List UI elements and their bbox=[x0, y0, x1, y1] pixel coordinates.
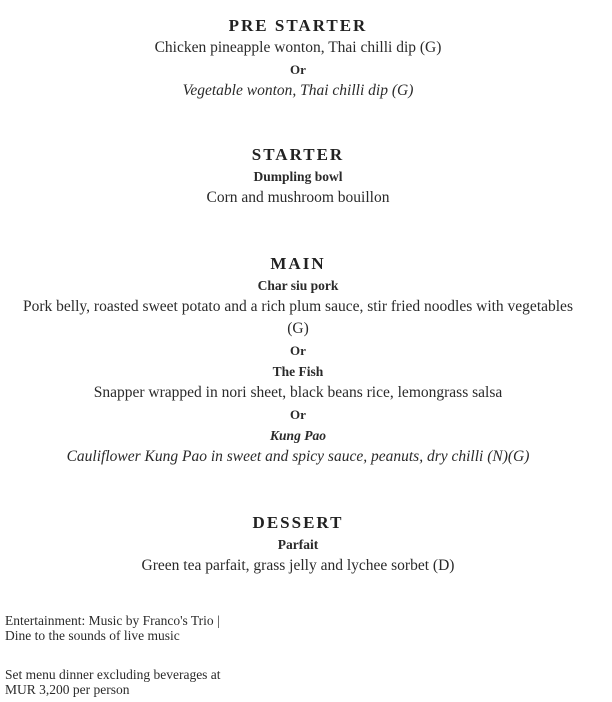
main-or-1: Or bbox=[290, 343, 306, 358]
starter-dish-title: Dumpling bowl bbox=[253, 169, 343, 184]
dessert-heading: DESSERT bbox=[252, 513, 344, 532]
dessert-section bbox=[0, 512, 596, 577]
price-line-2: MUR 3,200 per person bbox=[5, 682, 130, 697]
pre-starter-section bbox=[0, 15, 596, 102]
starter-dish-description: Corn and mushroom bouillon bbox=[206, 189, 390, 206]
main-dish-2-description: Snapper wrapped in nori sheet, black beans rice, lemongrass salsa bbox=[93, 384, 503, 401]
entertainment-line-1: Entertainment: Music by Franco's Trio | bbox=[5, 613, 220, 628]
entertainment-note bbox=[5, 613, 220, 643]
main-dish-1-description: Pork belly, roasted sweet potato and a rich plum sauce, stir fried noodles with vegetables (G) bbox=[23, 298, 573, 337]
main-section bbox=[0, 253, 596, 468]
main-heading: MAIN bbox=[270, 254, 326, 273]
main-or-2: Or bbox=[290, 407, 306, 422]
main-dish-1-title: Char siu pork bbox=[257, 278, 339, 293]
starter-section bbox=[0, 144, 596, 209]
entertainment-line-2: Dine to the sounds of live music bbox=[5, 628, 180, 643]
price-note bbox=[5, 667, 221, 697]
main-dish-2-title: The Fish bbox=[272, 364, 324, 379]
pre-starter-option-1: Chicken pineapple wonton, Thai chilli dip (G) bbox=[154, 39, 442, 56]
pre-starter-or: Or bbox=[290, 62, 306, 77]
main-dish-3-description: Cauliflower Kung Pao in sweet and spicy sauce, peanuts, dry chilli (N)(G) bbox=[66, 448, 530, 465]
main-dish-3-title: Kung Pao bbox=[270, 428, 326, 443]
pre-starter-heading: PRE STARTER bbox=[228, 16, 368, 35]
pre-starter-option-2: Vegetable wonton, Thai chilli dip (G) bbox=[182, 82, 414, 99]
dessert-dish-description: Green tea parfait, grass jelly and lychee sorbet (D) bbox=[141, 557, 455, 574]
price-line-1: Set menu dinner excluding beverages at bbox=[5, 667, 221, 682]
starter-heading: STARTER bbox=[251, 145, 345, 164]
dessert-dish-title: Parfait bbox=[277, 537, 319, 552]
